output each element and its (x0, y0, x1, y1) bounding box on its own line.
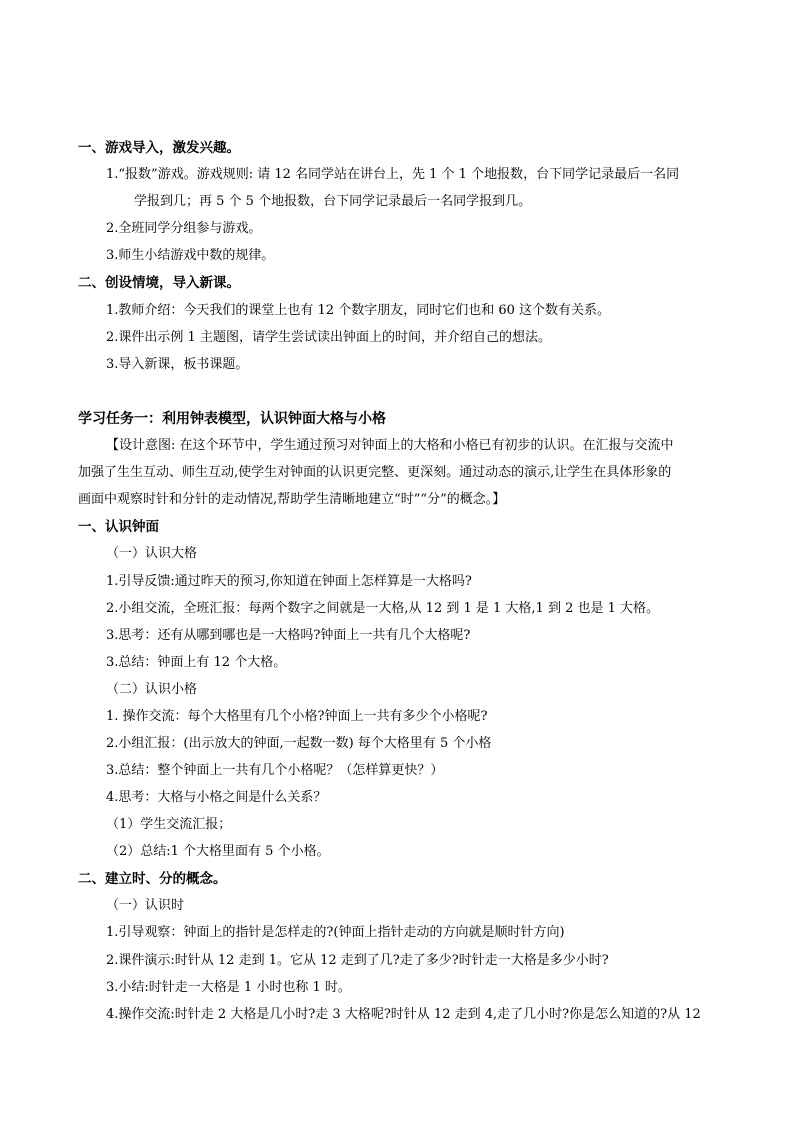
t2-section-title: 二、建立时、分的概念。 (78, 871, 227, 887)
t2-c-item-3: 3.小结:时针走一大格是 1 小时也称 1 时。 (106, 980, 351, 995)
s1-item-1-line-2: 学报到几；再 5 个 5 个地报数，台下同学记录最后一名同学报到几。 (134, 194, 532, 209)
design-intent-line-1: 【设计意图: 在这个环节中，学生通过预习对钟面上的大格和小格已有初步的认识。在汇报与交流中 (106, 438, 674, 453)
s1-item-2: 2.全班同学分组参与游戏。 (106, 221, 262, 236)
t2-c-item-4: 4.操作交流:时针走 2 大格是几小时?走 3 大格呢?时针从 12 走到 4,走了几小时?你是怎么知道的?从 12 (106, 1007, 701, 1022)
section-1-title: 一、游戏导入，激发兴趣。 (78, 140, 240, 156)
s2-item-1: 1.教师介绍：今天我们的课堂上也有 12 个数字朋友，同时它们也和 60 这个数有关系。 (106, 303, 611, 318)
s1-item-1-line-1: 1.“报数”游戏。游戏规则: 请 12 名同学站在讲台上，先 1 个 1 个地报数，台下同学记录最后一名同 (106, 167, 680, 182)
design-intent-line-3: 画面中观察时针和分针的走动情况,帮助学生清晰地建立“时”“分”的概念。】 (78, 492, 506, 507)
t1-b-item-1: 1. 操作交流：每个大格里有几个小格?钟面上一共有多少个小格呢? (106, 709, 488, 724)
t1-b-item-2: 2.小组汇报：(出示放大的钟面,一起数一数) 每个大格里有 5 个小格 (106, 736, 492, 751)
t1-section-title: 一、认识钟面 (78, 519, 159, 535)
section-2-title: 二、创设情境，导入新课。 (78, 275, 240, 291)
t1-b-item-6: （2）总结:1 个大格里面有 5 个小格。 (106, 844, 330, 859)
t1-b-item-3: 3.总结：整个钟面上一共有几个小格呢？（怎样算更快？） (106, 763, 444, 778)
s2-item-2: 2.课件出示例 1 主题图，请学生尝试读出钟面上的时间，并介绍自己的想法。 (106, 330, 551, 345)
t1-b-item-4: 4.思考：大格与小格之间是什么关系？ (106, 790, 327, 805)
s2-item-3: 3.导入新课，板书课题。 (106, 357, 249, 372)
task-1-title: 学习任务一：利用钟表模型，认识钟面大格与小格 (78, 411, 386, 427)
design-intent-line-2: 加强了生生互动、师生互动,使学生对钟面的认识更完整、更深刻。通过动态的演示,让学生在具体形象的 (78, 465, 672, 480)
t1-subsection-1: （一）认识大格 (106, 546, 198, 561)
t1-a-item-3: 3.思考：还有从哪到哪也是一大格吗?钟面上一共有几个大格呢? (106, 628, 471, 643)
t2-c-item-2: 2.课件演示:时针从 12 走到 1。它从 12 走到了几?走了多少?时针走一大格是多少小时? (106, 953, 609, 968)
t2-subsection-1: （一）认识时 (106, 898, 185, 913)
t1-a-item-2: 2.小组交流，全班汇报：每两个数字之间就是一大格,从 12 到 1 是 1 大格,1 到 2 也是 1 大格。 (106, 601, 660, 616)
t1-a-item-1: 1.引导反馈:通过昨天的预习,你知道在钟面上怎样算是一大格吗? (106, 574, 472, 589)
s1-item-3: 3.师生小结游戏中数的规律。 (106, 248, 275, 263)
t2-c-item-1: 1.引导观察：钟面上的指针是怎样走的?(钟面上指针走动的方向就是顺时针方向) (106, 925, 565, 940)
t1-a-item-4: 3.总结：钟面上有 12 个大格。 (106, 655, 287, 670)
t1-subsection-2: （二）认识小格 (106, 682, 198, 697)
t1-b-item-5: （1）学生交流汇报； (106, 817, 232, 832)
